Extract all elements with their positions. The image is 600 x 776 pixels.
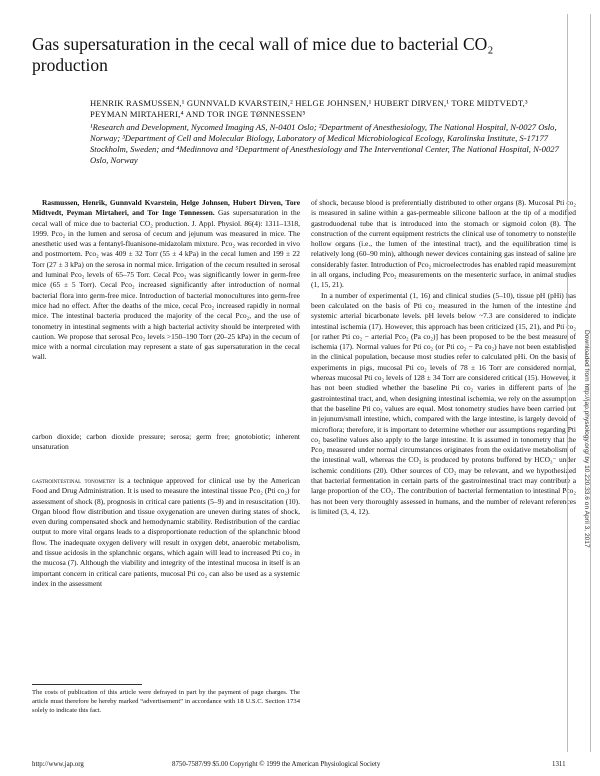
affiliations: ¹Research and Development, Nycomed Imaging AS, N-0401 Oslo; ²Department of Anesthesiology, The National Hospital, N-0027 Oslo, Norway; ³Department of Cell and Molecular Biology, Laboratory of Medical Microbiological Ecology, Karolinska Institute, S-17177 Stockholm, Sweden; and ⁴Medinnova and ⁵Department of Anesthesiology and The Interventional Center, The National Hospital, N-0027 Oslo, Norway [90,122,559,166]
introduction-paragraph [32,476,300,589]
footnote: The costs of publication of this article were defrayed in part by the payment of page charges. The article must therefore be hereby marked “advertisement” in accordance with 18 U.S.C. Section 1734 solely to indicate this fact. [32,689,300,714]
right-column [311,198,576,517]
journal-url[interactable]: http://www.jap.org [32,761,84,768]
intro-body: is a technique approved for clinical use by the American Food and Drug Administration. It is used to measure the intestinal tissue Pco₂ (Pti co₂) for assessment of shock (8), prognosis in critical care patients (5–9) and in resuscitation (10). Organ blood flow distribution and tissue oxygenation are uneven during states of shock, even during compensated shock and hemodynamic stability. Redistribution of the cardiac output to more vital organs leads to a disproportionate reduction of the splanchnic blood flow. The inadequate oxygen delivery will result in oxygen debt, anaerobic metabolism, and tissue acidosis in the splanchnic organs, which again will lead to increased Pti co₂ in the mucosa (7). Although the viability and integrity of the intestinal mucosa in itself is an important concern in critical care patients, mucosal Pti co₂ can also be used as a systemic index in the assessment [32,476,300,588]
abstract-lead: Rasmussen, Henrik, Gunnvald Kvarstein, Helge Johnsen, Hubert Dirven, Tore Midtvedt, Peyman Mirtaheri, and Tor Inge Tønnessen. [32,198,300,218]
keywords: carbon dioxide; carbon dioxide pressure; serosa; germ free; gnotobiotic; inherent unsaturation [32,432,300,452]
abstract [32,198,300,363]
intro-lead: gastrointestinal tonometry [32,476,116,485]
page-number: 1311 [552,761,566,768]
right-paragraph-2: In a number of experimental (1, 16) and clinical studies (5–10), tissue pH (pHi) has been calculated on the basis of Pti co₂ measured in the lumen of the intestine and systemic arterial bicarbonate levels. pH levels below ~7.3 are considered to indicate intestinal ischemia (17). However, this approach has been criticized (15, 21), and Pti co₂ [or rather Pti co₂ − arterial Pco₂ (Pa co₂)] has been proposed to be the best measure of ischemia (17). Normal values for Pti co₂ (or Pti co₂ − Pa co₂) have not been established in the clinical population, because most studies refer to calculated pHi. On the basis of experiments in pigs, mucosal Pti co₂ levels of 78 ± 16 Torr are considered normal, whereas mucosal Pti co₂ levels of 128 ± 34 Torr are considered critical (15). However, it has not been studied whether the baseline Pti co₂ varies in different parts of the gastrointestinal tract, and, when designing intestinal ischemia, we rely on the assumption that the baseline Pti co₂ values are equal. Most tonometry studies have been carried out in jejunum/small intestine, which, compared with the large intestine, is largely devoid of microflora; therefore, it is important to determine whether our assumptions regarding Pti co₂ baseline values also apply to the large intestine. It is assumed in tonometry that the Pco₂ measured under normal circumstances originates from the oxidative metabolism of the intestinal wall, whereas the CO₂ is produced by protons buffered by HCO₃⁻ under ischemic conditions (20). Other sources of CO₂ may be relevant, and we hypothesized that bacterial fermentation in certain parts of the gastrointestinal tract may contribute a large proportion of the CO₂. The contribution of bacterial fermentation to intestinal Pco₂ has not been very thoroughly assessed in humans, and the number of relevant references is limited (3, 4, 12). [311,290,576,516]
article-title: Gas supersaturation in the cecal wall of mice due to bacterial CO₂ production [32,34,494,75]
copyright-line: 8750-7587/99 $5.00 Copyright © 1999 the American Physiological Society [172,761,381,768]
footnote-rule [32,684,142,685]
abstract-body: Gas supersaturation in the cecal wall of mice due to bacterial CO₂ production. J. Appl. Physiol. 86(4): 1311–1318, 1999. Pco₂ in the lumen and serosa of cecum and jejunum was measured in mice. The anesthetic used was a fentanyl-fluanisone-midazolam mixture. Pco₂ was recorded in vivo and postmortem. Pco₂ was 409 ± 32 Torr (55 ± 4 kPa) in the cecal lumen and 199 ± 22 Torr (27 ± 3 kPa) on the serosa in normal mice. Irrigation of the cecum resulted in serosal and luminal Pco₂ levels of 65–75 Torr. Cecal Pco₂ was significantly lower in germ-free mice (65 ± 5 Torr). Cecal Pco₂ increased significantly after introduction of normal bacterial flora into germ-free mice. Introduction of bacterial monocultures into germ-free mice had no effect. After the deaths of the mice, cecal Pco₂ increased rapidly in normal mice. The intestinal bacteria produced the majority of the cecal Pco₂, and the use of tonometry in intestinal segments with a high bacterial activity should be interpreted with caution. We propose that serosal Pco₂ levels >150–190 Torr (20–25 kPa) in the cecum of mice with a normal circulation may represent a state of gas supersaturation in the cecal wall. [32,208,301,362]
author-list: HENRIK RASMUSSEN,¹ GUNNVALD KVARSTEIN,² HELGE JOHNSEN,¹ HUBERT DIRVEN,¹ TORE MIDTVEDT,³ PEYMAN MIRTAHERI,⁴ AND TOR INGE TØNNESSEN⁵ [90,98,528,120]
download-notice[interactable]: Downloaded from http://jap.physiology.org/ by 10.220.33.6 on April 3, 2017 [583,330,590,548]
right-paragraph-1: of shock, because blood is preferentially distributed to other organs (8). Mucosal Pti co₂ is measured in saline within a gas-permeable silicone balloon at the tip of a modified gastroduodenal tube that is introduced into the stomach or sigmoid colon (8). The construction of the current equipment restricts the clinical use of tonometry to nonsterile hollow organs (i.e., the lumen of the intestinal tract), and the equilibration time is relatively long (60–90 min), although newer devices containing gas instead of saline are considerably faster. Introduction of Pco₂ microelectrodes has enabled rapid measurement in all organs, including Pco₂ measurements on the mesenteric surface, in animal studies (1, 15, 21). [311,198,576,290]
